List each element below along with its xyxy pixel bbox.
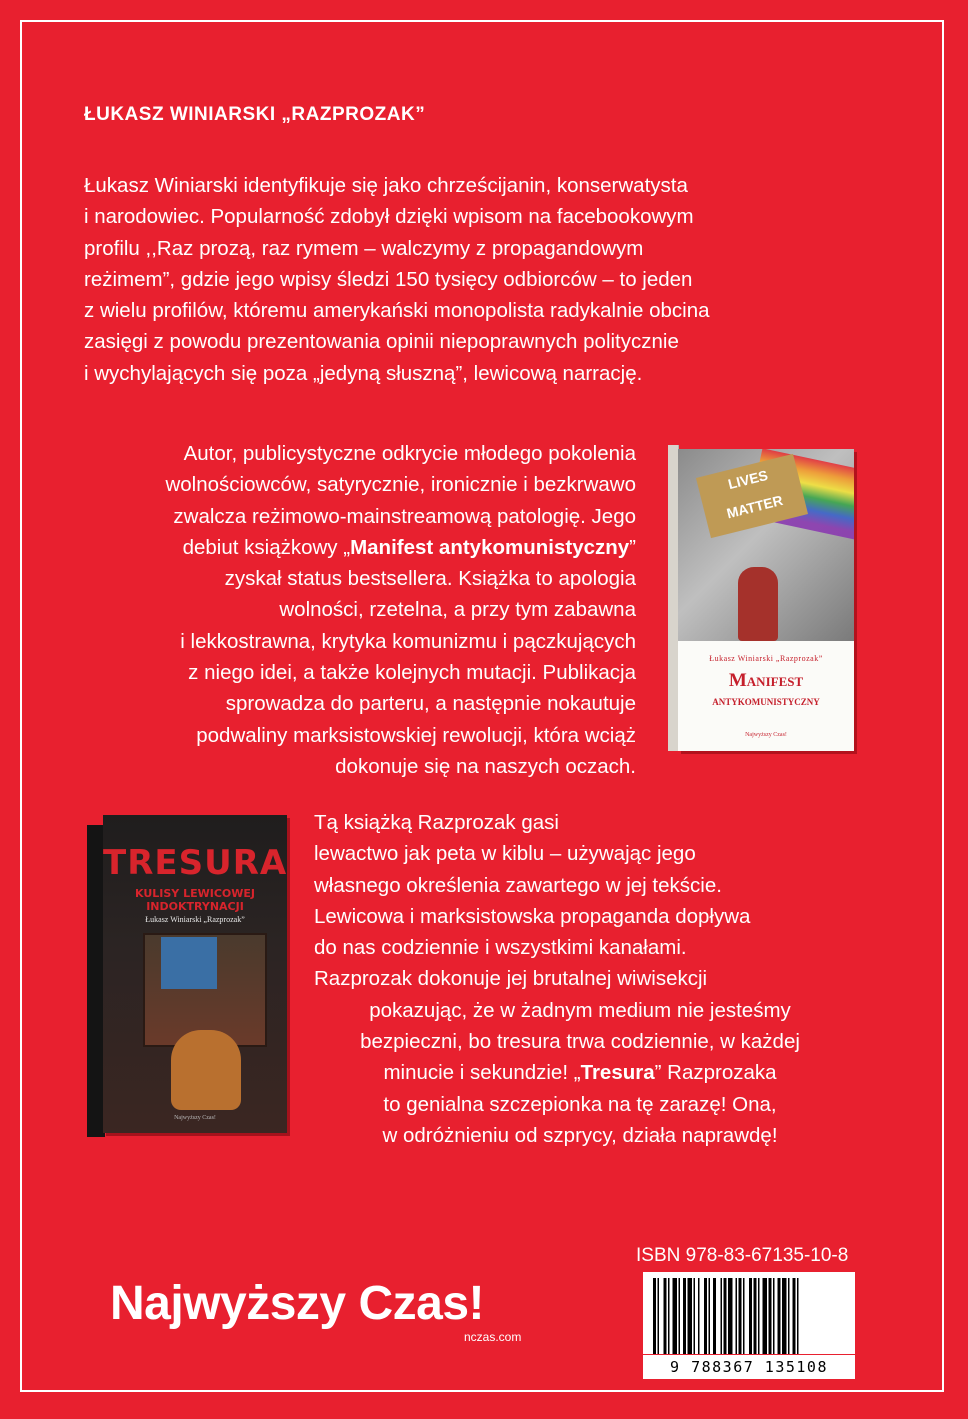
barcode-bar [797, 1278, 799, 1354]
barcode-bar [721, 1278, 723, 1354]
barcode-bars [643, 1272, 855, 1354]
barcode-bar [788, 1278, 790, 1354]
paragraph-line: pokazując, że w żadnym medium nie jesteśmy [369, 998, 791, 1022]
book-publisher: Najwyższy Czas! [174, 1115, 216, 1121]
paragraph-line: Tą książką Razprozak gasi [314, 811, 559, 834]
bio-line: i wychylających się poza „jedyną słuszną”, lewicową narrację. [84, 361, 643, 385]
paragraph-line: wolności, rzetelna, a przy tym zabawna [279, 598, 636, 622]
barcode-bar [782, 1278, 787, 1354]
barcode-bar [793, 1278, 796, 1354]
barcode [643, 1272, 855, 1354]
cat-figure-graphic [171, 1030, 241, 1110]
barcode-bar [698, 1278, 700, 1354]
barcode-bar [704, 1278, 707, 1354]
paragraph-line: wolnościowców, satyrycznie, ironicznie i bezkrwawo [165, 473, 636, 497]
tresura-paragraph [300, 807, 860, 1151]
tv-screen-graphic [161, 937, 217, 989]
book-author: Łukasz Winiarski „Razprozak” [709, 654, 823, 663]
figure-graphic [738, 567, 778, 641]
barcode-bar [773, 1278, 775, 1354]
tresura-book-image [87, 815, 292, 1137]
line-text: minucie i sekundzie! „ [383, 1061, 581, 1085]
paragraph-line: sprowadza do parteru, a następnie nokautuje [225, 692, 636, 716]
barcode-bar [683, 1278, 686, 1354]
publisher-logo: Najwyższy Czas! [110, 1277, 484, 1330]
bio-line: zasięgi z powodu prezentowania opinii niepoprawnych politycznie [84, 330, 679, 354]
paragraph-line: Razprozak dokonuje jej brutalnej wiwisekcji [314, 967, 708, 991]
paragraph-line: zwalcza reżimowo-mainstreamową patologię. Jego [173, 504, 636, 528]
paragraph-line: z niego idei, a także kolejnych mutacji. Publikacja [188, 661, 636, 685]
bio-line: Łukasz Winiarski identyfikuje się jako chrześcijanin, konserwatysta [84, 174, 688, 197]
book-title: TRESURA [103, 843, 287, 883]
paragraph-line: i lekkostrawna, krytyka komunizmu i pączkujących [180, 629, 636, 653]
barcode-bar [739, 1278, 742, 1354]
author-heading: ŁUKASZ WINIARSKI „RAZPROZAK” [84, 104, 426, 125]
barcode-bar [713, 1278, 716, 1354]
book-title [678, 671, 854, 711]
bio-line: z wielu profilów, któremu amerykański monopolista radykalnie obcina [84, 299, 710, 323]
line-text: debiut książkowy „ [182, 535, 351, 559]
publisher-url: nczas.com [464, 1330, 522, 1344]
barcode-bar [728, 1278, 733, 1354]
barcode-bar [754, 1278, 757, 1354]
line-text: ” Razprozaka [654, 1061, 777, 1085]
manifest-book-image [668, 445, 860, 755]
barcode-bar [769, 1278, 772, 1354]
manifest-paragraph [56, 438, 636, 782]
barcode-bar [758, 1278, 760, 1354]
barcode-digits: 9 788367 135108 [643, 1355, 855, 1379]
barcode-bar [688, 1278, 693, 1354]
barcode-bar [749, 1278, 752, 1354]
book-cover [678, 449, 854, 751]
paragraph-line [56, 532, 636, 563]
barcode-bar [724, 1278, 727, 1354]
paragraph-line: Autor, publicystyczne odkrycie młodego pokolenia [183, 442, 636, 465]
paragraph-line: w odróżnieniu od szprycy, działa naprawdę! [382, 1123, 778, 1147]
barcode-bar [709, 1278, 711, 1354]
book-title-line: antykomunistyczny [712, 693, 820, 708]
paragraph-line: zyskał status bestsellera. Książka to apologia [224, 567, 636, 591]
bio-line: profilu ,,Raz prozą, raz rymem – walczymy z propagandowym [84, 236, 644, 260]
barcode-bar [664, 1278, 667, 1354]
manifest-book-title-bold: Manifest antykomunistyczny [350, 535, 630, 559]
barcode-bar [679, 1278, 681, 1354]
paragraph-line: Lewicowa i marksistowska propaganda dopływa [314, 904, 751, 928]
book-subtitle-line: INDOKTRYNACJI [146, 900, 244, 913]
barcode-bar [763, 1278, 768, 1354]
barcode-bar [694, 1278, 696, 1354]
paragraph-line: to genialna szczepionka na tę zarazę! Ona, [383, 1092, 777, 1116]
barcode-bar [653, 1278, 656, 1354]
barcode-bar [673, 1278, 678, 1354]
book-subtitle-line: KULISY LEWICOWEJ [135, 887, 255, 900]
barcode-bar [658, 1278, 660, 1354]
line-text: ” [629, 535, 636, 559]
bio-line: i narodowiec. Popularność zdobył dzięki wpisom na facebookowym [84, 205, 694, 229]
bio-line: reżimem”, gdzie jego wpisy śledzi 150 tysięcy odbiorców – to jeden [84, 267, 693, 291]
tresura-book-title-bold: Tresura [580, 1061, 655, 1085]
book-title-line: Manifest [728, 670, 804, 691]
paragraph-line [300, 1057, 860, 1088]
bio-paragraph [84, 170, 884, 389]
barcode-bar [778, 1278, 781, 1354]
barcode-bar [736, 1278, 738, 1354]
paragraph-line: lewactwo jak peta w kiblu – używając jego [314, 842, 696, 866]
paragraph-line: podwaliny marksistowskiej rewolucji, która wciąż [196, 723, 636, 747]
paragraph-line: dokonuje się na naszych oczach. [335, 754, 636, 778]
book-publisher: Najwyższy Czas! [745, 732, 787, 738]
book-author: Łukasz Winiarski „Razprozak” [145, 915, 245, 924]
book-subtitle [103, 887, 287, 913]
isbn-label: ISBN 978-83-67135-10-8 [636, 1245, 849, 1266]
barcode-bar [743, 1278, 745, 1354]
banner-graphic: LIVES MATTER [696, 454, 808, 538]
barcode-bar [668, 1278, 670, 1354]
paragraph-line: do nas codziennie i wszystkimi kanałami. [314, 936, 687, 960]
paragraph-line: bezpieczni, bo tresura trwa codziennie, w każdej [360, 1030, 800, 1054]
paragraph-line: własnego określenia zawartego w jej tekście. [314, 873, 722, 897]
book-cover [103, 815, 287, 1133]
